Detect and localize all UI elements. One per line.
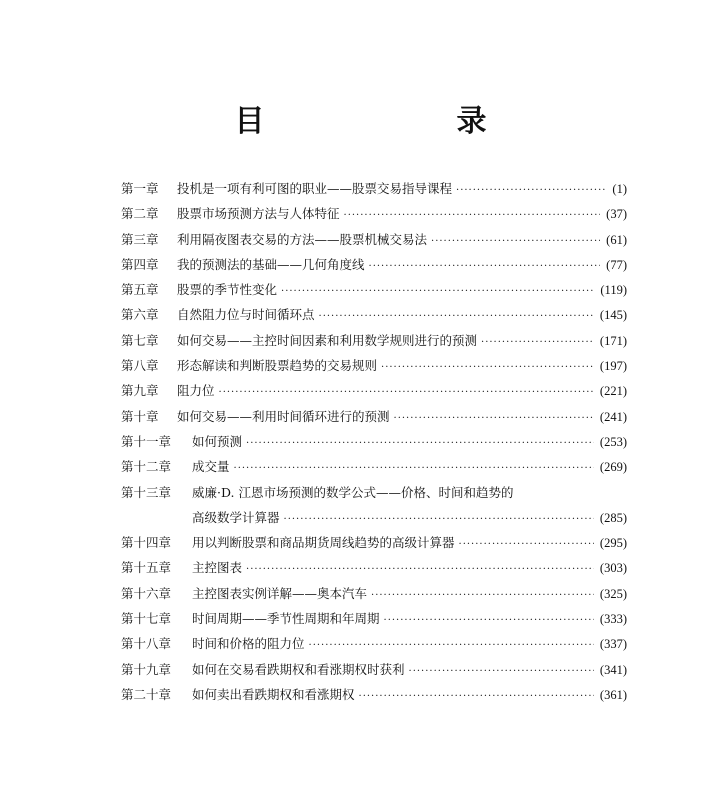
page-number: (253) [599, 434, 627, 449]
chapter-number: 第十四章 [121, 535, 172, 551]
chapter-number: 第十二章 [121, 459, 172, 475]
page-number: (119) [600, 283, 627, 298]
chapter-number: 第二十章 [121, 686, 172, 702]
toc-entry[interactable] [121, 480, 627, 531]
chapter-title: 如何卖出看跌期权和看涨期权 [192, 686, 355, 702]
chapter-title: 如何预测 [192, 433, 243, 449]
toc-entry[interactable] [121, 302, 627, 327]
toc-entry[interactable] [121, 353, 627, 378]
dot-leader [281, 279, 594, 304]
page-number: (361) [599, 687, 627, 702]
dot-leader [381, 355, 594, 380]
chapter-title: 如何在交易看跌期权和看涨期权时获利 [192, 661, 405, 677]
chapter-title: 威廉·D. 江恩市场预测的数学公式——价格、时间和趋势的 [192, 484, 514, 500]
chapter-title: 股票市场预测方法与人体特征 [177, 206, 340, 222]
chapter-number: 第三章 [121, 231, 159, 247]
toc-entry[interactable] [121, 404, 627, 429]
page-number: (1) [612, 182, 627, 196]
toc-entry[interactable] [121, 555, 627, 580]
page-number: (171) [599, 333, 627, 348]
dot-leader [319, 304, 594, 329]
chapter-title: 高级数学计算器 [192, 509, 280, 525]
chapter-title: 成交量 [192, 459, 230, 475]
page-number: (325) [599, 586, 627, 601]
table-of-contents [121, 176, 627, 707]
dot-leader [246, 431, 594, 456]
page-number: (145) [599, 308, 627, 323]
toc-entry[interactable] [121, 657, 627, 682]
toc-entry[interactable] [121, 201, 627, 226]
dot-leader [359, 684, 594, 709]
chapter-title: 如何交易——利用时间循环进行的预测 [177, 408, 390, 424]
chapter-title: 阻力位 [177, 383, 215, 399]
toc-entry[interactable] [121, 176, 627, 201]
chapter-number: 第十三章 [121, 484, 172, 500]
toc-entry[interactable] [121, 378, 627, 403]
toc-entry[interactable] [121, 227, 627, 252]
chapter-number: 第八章 [121, 358, 159, 374]
dot-leader [219, 380, 594, 405]
dot-leader [284, 507, 594, 532]
toc-entry[interactable] [121, 631, 627, 656]
chapter-number: 第六章 [121, 307, 159, 323]
chapter-number: 第十章 [121, 408, 159, 424]
page-number: (269) [599, 460, 627, 475]
page-number: (197) [599, 359, 627, 374]
chapter-title: 如何交易——主控时间因素和利用数学规则进行的预测 [177, 332, 478, 348]
dot-leader [371, 583, 594, 608]
chapter-title: 形态解读和判断股票趋势的交易规则 [177, 358, 378, 374]
toc-entry[interactable] [121, 252, 627, 277]
dot-leader [369, 254, 601, 279]
dot-leader [344, 203, 601, 228]
toc-entry[interactable] [121, 581, 627, 606]
chapter-title: 主控图表 [192, 560, 243, 576]
toc-entry[interactable] [121, 429, 627, 454]
dot-leader [481, 330, 594, 355]
chapter-title: 利用隔夜图表交易的方法——股票机械交易法 [177, 231, 428, 247]
chapter-number: 第十九章 [121, 661, 172, 677]
chapter-number: 第十七章 [121, 611, 172, 627]
toc-entry[interactable] [121, 606, 627, 631]
chapter-title: 用以判断股票和商品期货周线趋势的高级计算器 [192, 535, 455, 551]
dot-leader [384, 608, 594, 633]
toc-entry[interactable] [121, 530, 627, 555]
chapter-title: 投机是一项有利可图的职业——股票交易指导课程 [177, 181, 453, 196]
chapter-number: 第十一章 [121, 433, 172, 449]
page-number: (295) [599, 536, 627, 551]
toc-entry[interactable] [121, 277, 627, 302]
chapter-title: 股票的季节性变化 [177, 282, 278, 298]
toc-entry[interactable] [121, 682, 627, 707]
chapter-title: 我的预测法的基础——几何角度线 [177, 256, 365, 272]
dot-leader [456, 178, 606, 203]
chapter-number: 第九章 [121, 383, 159, 399]
chapter-number: 第七章 [121, 332, 159, 348]
chapter-title: 自然阻力位与时间循环点 [177, 307, 315, 323]
page-number: (61) [606, 232, 627, 247]
page-number: (77) [606, 257, 627, 272]
dot-leader [459, 532, 594, 557]
chapter-number: 第五章 [121, 282, 159, 298]
page-number: (241) [599, 409, 627, 424]
chapter-number: 第二章 [121, 206, 159, 222]
dot-leader [409, 659, 594, 684]
page-number: (221) [599, 384, 627, 399]
chapter-title: 时间和价格的阻力位 [192, 636, 305, 652]
chapter-title: 时间周期——季节性周期和年周期 [192, 611, 380, 627]
dot-leader [309, 633, 594, 658]
chapter-number: 第十六章 [121, 585, 172, 601]
page-number: (341) [599, 662, 627, 677]
toc-entry[interactable] [121, 328, 627, 353]
chapter-number: 第四章 [121, 256, 159, 272]
toc-entry[interactable] [121, 454, 627, 479]
page-number: (337) [599, 637, 627, 652]
page-title: 目 录 [234, 104, 531, 139]
dot-leader [246, 557, 594, 582]
page-number: (285) [599, 510, 627, 525]
page-number: (333) [599, 612, 627, 627]
dot-leader [431, 229, 600, 254]
dot-leader [394, 406, 594, 431]
chapter-title: 主控图表实例详解——奥本汽车 [192, 585, 368, 601]
chapter-number: 第十八章 [121, 636, 172, 652]
dot-leader [234, 456, 594, 481]
page-number: (303) [599, 561, 627, 576]
page-number: (37) [606, 207, 627, 222]
chapter-number: 第一章 [121, 181, 159, 196]
chapter-number: 第十五章 [121, 560, 172, 576]
